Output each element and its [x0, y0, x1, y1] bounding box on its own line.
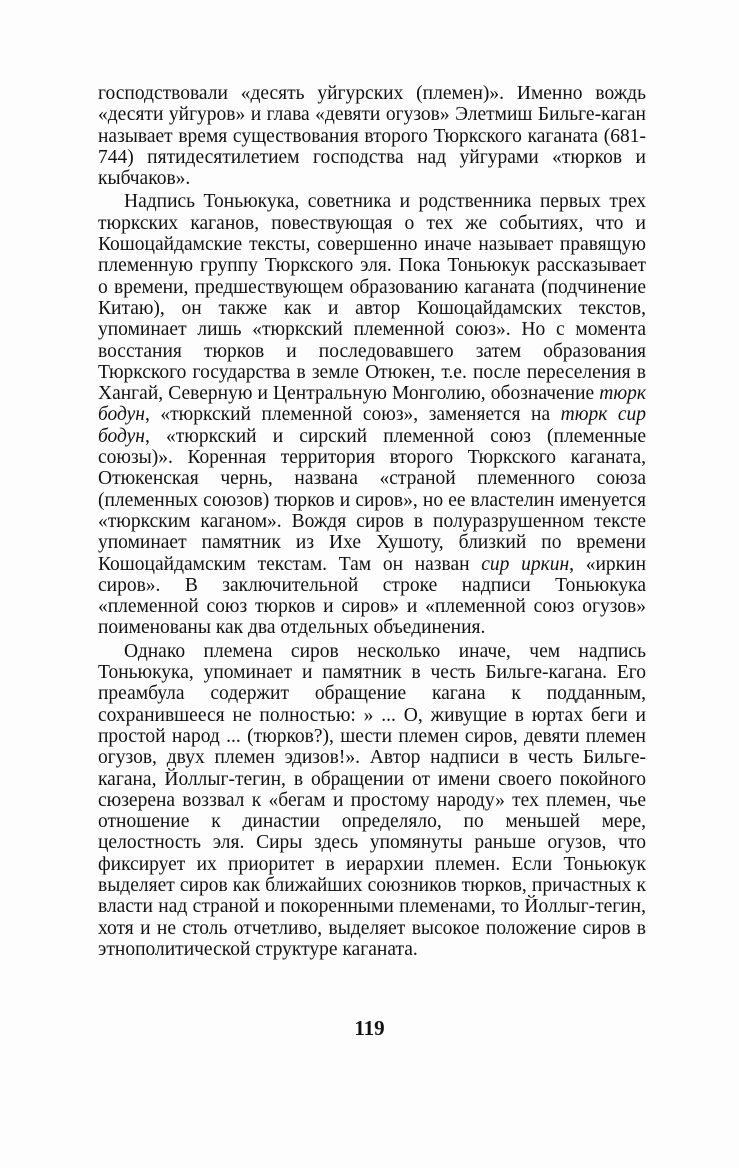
- text-run: господствовали «десять уйгурских (племен)». Именно вождь «десяти уйгуров» и глава «девяти огузов» Элетмиш Бильге-каган называет время существования второго Тюркского каганата (681-744) пятидесятилетием господства над уйгурами «тюрков и кыбчаков».: [98, 83, 646, 190]
- text-run: Однако племена сиров несколько иначе, чем надпись Тоньюкука, упоминает и памятник в честь Бильге-кагана. Его преамбула содержит обращение кагана к подданным, сохранившееся не полностью: » ... О, живущие в юртах беги и простой народ ... (тюрков?), шести племен сиров, девяти племен огузов, двух племен эдизов!». Автор надписи в честь Бильге-кагана, Йоллыг-тегин, в обращении от имени своего покойного сюзерена воззвал к «бегам и простому народу» тех племен, чье отношение к династии определяло, по меньшей мере, целостность эля. Сиры здесь упомянуты раньше огузов, что фиксирует их приоритет в иерархии племен. Если Тоньюкук выделяет сиров как ближайших союзников тюрков, причастных к власти над страной и покоренными племенами, то Йоллыг-тегин, хотя и не столь отчетливо, выделяет высокое положение сиров в этнополитической структуре каганата.: [98, 640, 646, 960]
- page-number: 119: [354, 1016, 385, 1040]
- text-run: Надпись Тоньюкука, советника и родственника первых трех тюркских каганов, повествующая о тех же событиях, что и Кошоцайдамские тексты, совершенно иначе называет правящую племенную группу Тюркского эля. Пока Тоньюкук рассказывает о времени, предшествующем образованию каганата (подчинение Китаю), он также как и автор Кошоцайдамских текстов, упоминает лишь «тюркский племенной союз». Но с момента восстания тюрков и последовавшего затем образования Тюркского государства в земле Отюкен, т.е. после переселения в Хангай, Северную и Центральную Монголию, обозначение: [98, 191, 646, 405]
- text-run: , «иркин сиров». В заключительной строке надписи Тоньюкука «племенной союз тюрков и сиров» и «племенной союз огузов» поименованы как два отдельных объединения.: [98, 553, 647, 639]
- italic-term: сир иркин: [481, 553, 570, 575]
- paragraph-2: [98, 191, 646, 638]
- italic-term: тюрк сир бодун: [98, 404, 647, 447]
- body-text: [98, 83, 646, 960]
- paragraph-3: [98, 641, 646, 960]
- text-run: , «тюркский племенной союз», заменяется на: [144, 404, 561, 426]
- italic-term: тюрк бодун: [98, 383, 646, 426]
- paragraph-1: [98, 83, 646, 189]
- text-run: , «тюркский и сирский племенной союз (племенные союзы)». Коренная территория второго Тюркского каганата, Отюкенская чернь, названа «страной племенного союза (племенных союзов) тюрков и сиров», но ее властелин именуется «тюркским каганом». Вождя сиров в полуразрушенном тексте упоминает памятник из Ихе Хушоту, близкий по времени Кошоцайдамским текстам. Там он назван: [98, 425, 646, 575]
